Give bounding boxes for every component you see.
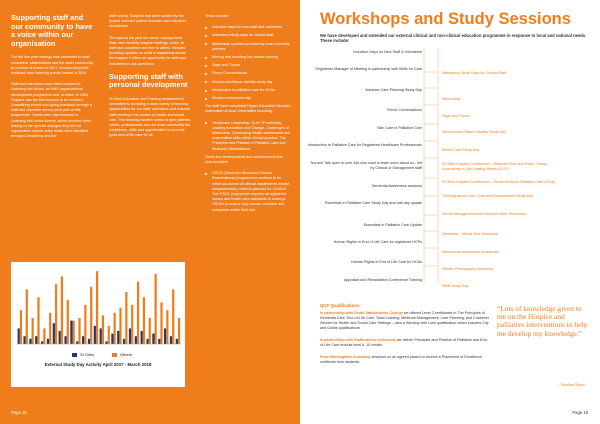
paragraph: St Giles Education and Training department is committed to providing a wide variety of learning opportunities for our staff, volunteers and external staff working in all sectors of health and social care. This learning weather seeks to give patients, carers, professionals and our local community the confidence, skills and opportunities to promote good end of life care for all. — [109, 97, 191, 138]
bar-others — [73, 321, 75, 344]
quote-author: – Student Nurse — [558, 382, 585, 387]
chart-legend — [72, 352, 132, 357]
list-item: Healthcare Leadership, SLAP (Frontline(s) Leading Innovation and Change, Challenges of Mentorship, Developing Health assessment and examination skills within clinical practice, The Principles and Practice of Palliative Care and Research Dissertations. — [205, 121, 291, 152]
bar-others — [43, 328, 45, 344]
list-item: Moving and handling key worker training — [205, 55, 291, 60]
workshop-item: Human Rights in End of Life Care for HCAs — [351, 260, 422, 264]
bar-st-giles — [100, 328, 102, 344]
legend-item — [112, 352, 132, 357]
bar-st-giles — [129, 328, 131, 344]
bar-others — [178, 318, 180, 344]
bar-others — [55, 284, 57, 344]
bar-others — [32, 318, 34, 344]
bar-st-giles — [88, 339, 90, 344]
workshop-item: Dementia – Virtual Tour Workshop — [442, 232, 498, 236]
bar-chart-svg — [11, 262, 185, 348]
bar-st-giles — [47, 339, 49, 344]
bar-others — [131, 305, 133, 344]
paragraph: staff survey. Subjects that were tackled by the project included patient boredom and volunteer recruitment. — [109, 14, 186, 29]
legend-label: St Giles — [80, 352, 95, 357]
workshop-item: Induction Days for New Staff & Volunteers — [353, 50, 422, 54]
bar-st-giles — [141, 331, 143, 344]
page-number: Page 18 — [11, 410, 27, 415]
partner-name: From Birmingham University — [320, 355, 371, 359]
list-item: OSCE (Observed Structured Clinical Examinations) programmes continue to be rolled out across all clinical departments except complementary, which is planned for 2018/19. The OSCE programme requires all registered nurses and health care assistants to undergo OSCEs to ensure they remain confident and competent within their role. — [205, 171, 291, 213]
bar-others — [84, 305, 86, 344]
workshop-item: Menopause awareness workshops — [442, 250, 499, 254]
workshop-item: Tea and Talk open to over-16s who want to learn more about us - led by Clinical or Management staff — [309, 161, 422, 170]
page-title: Workshops and Study Sessions — [320, 10, 571, 28]
bar-st-giles — [158, 339, 160, 344]
list-item: Wound care/tissue viability study day — [205, 80, 291, 85]
bar-others — [119, 308, 121, 344]
bar-others — [108, 326, 110, 344]
bar-others — [172, 289, 174, 344]
qualification-paragraph — [320, 311, 490, 331]
list-item: Student enrichment day — [205, 96, 291, 101]
bar-others — [96, 271, 98, 344]
modules-list — [205, 121, 291, 152]
pull-quote: “Lots of knowledge given to me on the Hospice and palliative interventions to help me develop my knowledge.” — [497, 304, 588, 338]
chart-title: External Study Day Activity April 2017 - March 2018 — [44, 362, 152, 367]
workshop-item: Mentorship — [442, 97, 461, 101]
legend-item — [72, 352, 94, 357]
bar-st-giles — [94, 326, 96, 344]
bar-others — [67, 300, 69, 344]
section-heading-development: Supporting staff with personal development — [109, 71, 188, 90]
bar-others — [90, 287, 92, 344]
bar-st-giles — [70, 321, 72, 344]
legend-label: Others — [120, 352, 133, 357]
workshop-item: Introduction to Palliative Care for Registered Healthcare Professionals — [307, 143, 422, 147]
bar-st-giles — [29, 339, 31, 344]
bar-others — [149, 318, 151, 344]
paragraph: Our full five-year strategy was presented to staff, volunteers, stakeholders and the wider community at a series of events in 2017, incorporating their feedback from listening events hosted in 2016. — [11, 55, 93, 75]
left-column-1 — [11, 14, 93, 145]
bar-others — [137, 282, 139, 344]
bar-st-giles — [18, 328, 20, 344]
bar-others — [166, 310, 168, 344]
bar-others — [155, 274, 157, 344]
left-column-3 — [205, 14, 291, 216]
bar-st-giles — [164, 328, 166, 344]
bar-st-giles — [135, 336, 137, 344]
workshop-item: Mouth Care Study Day — [442, 148, 480, 152]
page-intro: We have developed and extended our external clinical and non-clinical education programme in response to local and national needs. These include: — [320, 33, 587, 44]
workshop-item: Skin Care in Palliative Care — [377, 126, 422, 130]
paragraph: Throughout the year the senior management team held monthly hospice briefings, which all staff and volunteers are free to attend. Besides providing updates on what is happening across the hospice it offers an opportunity for staff and volunteers to ask questions. — [109, 35, 186, 66]
workshop-item: St Giles Hospice Conference – Social Media in Palliative Care (2018) — [442, 180, 555, 184]
qualification-text: sessions on an agreed placed to receive a Placement of Excellence certificate from students. — [320, 355, 483, 364]
workshop-item: Wound Care/Tissue Viability Study Day — [442, 130, 507, 134]
bar-st-giles — [152, 334, 154, 344]
workshop-item: Fierce Conversations — [387, 108, 422, 112]
workshop-item: Essentials in Palliative Care Study Day and half-day update — [324, 201, 422, 205]
workshop-item: Dementia Awareness sessions — [371, 184, 422, 188]
bar-st-giles — [59, 331, 61, 344]
bar-others — [143, 297, 145, 344]
workshop-item: Advance Care Planning Study Day — [365, 88, 422, 92]
bar-others — [37, 297, 39, 344]
list-item: Sage and Thyme — [205, 63, 291, 68]
bar-others — [102, 315, 104, 344]
workshop-item: Thinking about Loss, Grief and Bereavement Study Day — [442, 194, 534, 198]
qualification-text: we deliver Principles and Practice of Palliative and End-of-Life Care module level 6, 15 credits. — [320, 338, 488, 347]
workshop-item: Sage and Thyme — [442, 114, 471, 118]
bar-others — [114, 313, 116, 344]
bar-others — [78, 318, 80, 344]
paragraph: Our staff have completed Higher Education Modules undertaken at local Universities including: — [205, 104, 291, 114]
list-item: Mentorship updates provided by local university partners — [205, 42, 291, 52]
bar-st-giles — [53, 323, 55, 344]
bar-others — [160, 302, 162, 344]
bar-st-giles — [64, 336, 66, 344]
workshop-item: St Giles Hospice Conference – Between Fear and Hope: Facing Uncertainty in Life-Limiting Illness (2017) — [442, 162, 547, 171]
paragraph: Some key developments and achievements this year included: — [205, 154, 284, 165]
workshop-item: Mindful Photography Workshop — [442, 267, 494, 271]
workshop-item: Human Rights in End of Life Care for registered HCPs — [333, 240, 422, 244]
bar-st-giles — [76, 341, 78, 344]
developments-list — [205, 171, 291, 213]
qualification-paragraph — [320, 338, 490, 348]
workshop-item: Appraisal and Revalidation Conference Training — [343, 278, 422, 282]
partner-name: In partnership with South Staffordshire College — [320, 311, 403, 315]
list-item: Induction days for new staff and volunteers — [205, 25, 291, 30]
workshop-item: NMB Study Day — [442, 284, 469, 288]
bar-st-giles — [123, 339, 125, 344]
paragraph: These include: — [205, 14, 229, 18]
qualification-paragraph — [320, 355, 490, 365]
bar-others — [49, 313, 51, 344]
bar-st-giles — [170, 336, 172, 344]
bar-others — [26, 289, 28, 344]
bar-others — [20, 310, 22, 344]
bar-st-giles — [176, 339, 178, 344]
qualification-text: we offered Level 2 certificates in The Principles of Dementia Care; End-of-Life Care; Team Leading; Medicine Management; Care Planning; and Customer Service for Health and Social Care Settings – also a Working with Loss qualification which includes City and Guilds qualifications. — [320, 311, 490, 330]
legend-swatch-st-giles — [72, 353, 77, 357]
bar-st-giles — [41, 341, 43, 344]
bar-others — [61, 276, 63, 344]
page-number: Page 19 — [572, 410, 588, 415]
section-heading-voice: Supporting staff and our community to have a voice within our organisation — [11, 13, 93, 48]
paragraph: Staff and volunteers have been involved in Listening into Action, an NHS organisational development programme tool, in which St Giles Hospice was the first hospice to be involved. Crowdfiring events and giving feedback through a staff and volunteer survey were part of this programme. Teams were also involved in Listening into Action events, which involved them asking on the specific changes they felt the organisation should make which were identified through Crowdfiring and the — [11, 82, 92, 139]
workshop-item: Essentials in Palliative Care Update — [363, 223, 422, 227]
bar-st-giles — [82, 336, 84, 344]
list-item: Introduction to palliative care for HCAs — [205, 88, 291, 93]
right-page — [300, 0, 600, 424]
training-list — [205, 25, 291, 101]
workshop-item: Registered Manager of Meeting in partnership with Skills for Care — [315, 67, 422, 71]
bar-others — [125, 292, 127, 344]
bar-st-giles — [111, 334, 113, 344]
workshop-item: Verbal Management and Pressure Ulcer Prevention — [442, 212, 527, 216]
list-item: Mandatory study days for clinical staff — [205, 33, 291, 38]
bar-st-giles — [35, 336, 37, 344]
bar-st-giles — [146, 339, 148, 344]
list-item: Fierce Conversations — [205, 71, 291, 76]
workshop-item: Mandatory Study Days for Clinical Staff — [442, 71, 507, 75]
qualifications-heading: QCF Qualifications — [320, 303, 360, 308]
bar-st-giles — [105, 341, 107, 344]
left-column-2 — [109, 14, 191, 145]
legend-swatch-others — [112, 353, 117, 357]
partner-name: In partnership with Staffordshire University — [320, 338, 396, 342]
bar-st-giles — [23, 336, 25, 344]
bar-st-giles — [117, 331, 119, 344]
study-day-chart — [11, 262, 185, 387]
